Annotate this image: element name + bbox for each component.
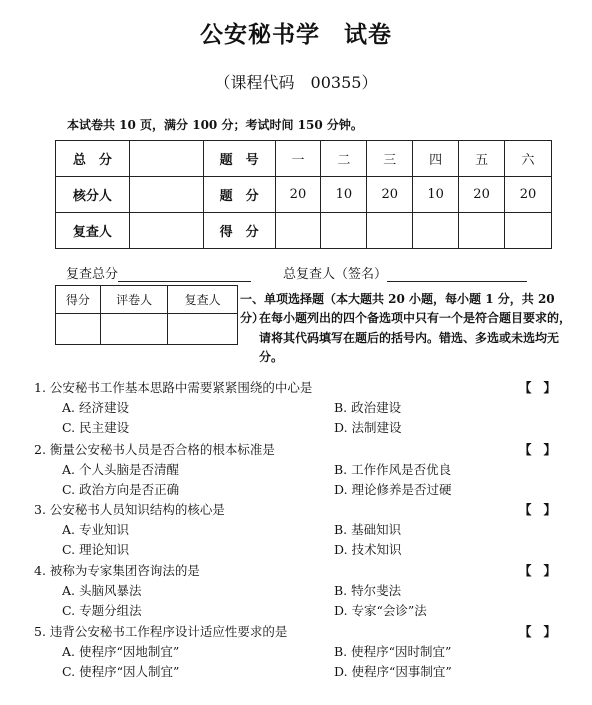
total-review-score-field[interactable] <box>66 263 251 282</box>
table-cell: 总 分 <box>56 141 130 177</box>
exam-note: 本试卷共 10 页，满分 100 分；考试时间 150 分钟。 <box>67 118 363 132</box>
table-cell: 一 <box>275 141 321 177</box>
section-instructions: 在每小题列出的四个备选项中只有一个是符合题目要求的，请将其代码填写在题后的括号内。错选、多选或未选均无分。 <box>259 311 572 364</box>
table-cell: 三 <box>367 141 413 177</box>
option-b: B. 工作作风是否优良 <box>334 462 452 477</box>
table-cell[interactable] <box>168 314 238 345</box>
table-cell: 得 分 <box>203 213 275 249</box>
question-stem: 2. 衡量公安秘书人员是否合格的根本标准是 <box>34 442 275 457</box>
table-cell[interactable] <box>56 314 101 345</box>
answer-bracket[interactable]: 【】 <box>518 502 568 517</box>
table-cell: 题 分 <box>203 177 275 213</box>
option-c: C. 理论知识 <box>62 542 130 557</box>
table-cell: 五 <box>459 141 505 177</box>
table-cell: 核分人 <box>56 177 130 213</box>
table-cell[interactable] <box>505 213 552 249</box>
table-cell: 20 <box>459 177 505 213</box>
table-cell[interactable] <box>367 213 413 249</box>
question-1 <box>34 378 574 438</box>
table-row <box>56 141 552 177</box>
question-5 <box>34 622 574 682</box>
chief-reviewer-signature-field[interactable] <box>283 263 527 282</box>
table-header: 评卷人 <box>100 286 168 314</box>
table-cell: 20 <box>275 177 321 213</box>
option-c: C. 专题分组法 <box>62 603 142 618</box>
course-code: （课程代码 00355） <box>214 73 378 92</box>
table-row <box>56 213 552 249</box>
option-d: D. 理论修养是否过硬 <box>334 482 452 497</box>
table-row <box>56 314 238 345</box>
table-cell: 10 <box>321 177 367 213</box>
option-a: A. 专业知识 <box>62 522 129 537</box>
score-table <box>55 140 552 249</box>
table-cell: 20 <box>505 177 552 213</box>
table-cell: 二 <box>321 141 367 177</box>
option-a: A. 个人头脑是否清醒 <box>62 462 179 477</box>
question-4 <box>34 561 574 621</box>
table-cell[interactable] <box>129 213 203 249</box>
table-cell <box>129 141 203 177</box>
option-a: A. 头脑风暴法 <box>62 583 142 598</box>
underline-blank[interactable] <box>118 267 251 282</box>
option-a: A. 经济建设 <box>62 400 129 415</box>
table-cell: 题 号 <box>203 141 275 177</box>
field-label: 总复查人（签名） <box>283 267 388 282</box>
table-cell: 10 <box>413 177 459 213</box>
exam-title: 公安秘书学 试卷 <box>200 21 392 48</box>
table-cell[interactable] <box>275 213 321 249</box>
option-c: C. 民主建设 <box>62 420 130 435</box>
question-stem: 1. 公安秘书工作基本思路中需要紧紧围绕的中心是 <box>34 380 313 395</box>
option-b: B. 使程序“因时制宜” <box>334 644 452 659</box>
option-d: D. 技术知识 <box>334 542 402 557</box>
table-header: 得分 <box>56 286 101 314</box>
option-d: D. 使程序“因事制宜” <box>334 664 452 679</box>
section-heading: 一、单项选择题（本大题共 20 小题，每小题 1 分，共 20 分） <box>240 292 555 325</box>
option-b: B. 政治建设 <box>334 400 402 415</box>
table-cell[interactable] <box>413 213 459 249</box>
question-stem: 3. 公安秘书人员知识结构的核心是 <box>34 502 225 517</box>
answer-bracket[interactable]: 【】 <box>518 442 568 457</box>
table-row <box>56 177 552 213</box>
table-cell[interactable] <box>321 213 367 249</box>
grader-table <box>55 285 238 345</box>
field-label: 复查总分 <box>66 267 119 282</box>
table-cell: 四 <box>413 141 459 177</box>
question-3 <box>34 500 574 560</box>
option-d: D. 专家“会诊”法 <box>334 603 427 618</box>
question-stem: 5. 违背公安秘书工作程序设计适应性要求的是 <box>34 624 288 639</box>
answer-bracket[interactable]: 【】 <box>518 563 568 578</box>
table-cell: 20 <box>367 177 413 213</box>
table-cell: 六 <box>505 141 552 177</box>
table-cell[interactable] <box>100 314 168 345</box>
table-cell[interactable] <box>459 213 505 249</box>
table-cell: 复查人 <box>56 213 130 249</box>
table-cell <box>129 177 203 213</box>
option-a: A. 使程序“因地制宜” <box>62 644 180 659</box>
option-c: C. 使程序“因人制宜” <box>62 664 180 679</box>
question-stem: 4. 被称为专家集团咨询法的是 <box>34 563 200 578</box>
question-2 <box>34 440 574 500</box>
answer-bracket[interactable]: 【】 <box>518 624 568 639</box>
option-b: B. 特尔斐法 <box>334 583 402 598</box>
underline-blank[interactable] <box>387 267 527 282</box>
answer-bracket[interactable]: 【】 <box>518 380 568 395</box>
option-c: C. 政治方向是否正确 <box>62 482 180 497</box>
table-row <box>56 286 238 314</box>
option-d: D. 法制建设 <box>334 420 402 435</box>
option-b: B. 基础知识 <box>334 522 402 537</box>
table-header: 复查人 <box>168 286 238 314</box>
